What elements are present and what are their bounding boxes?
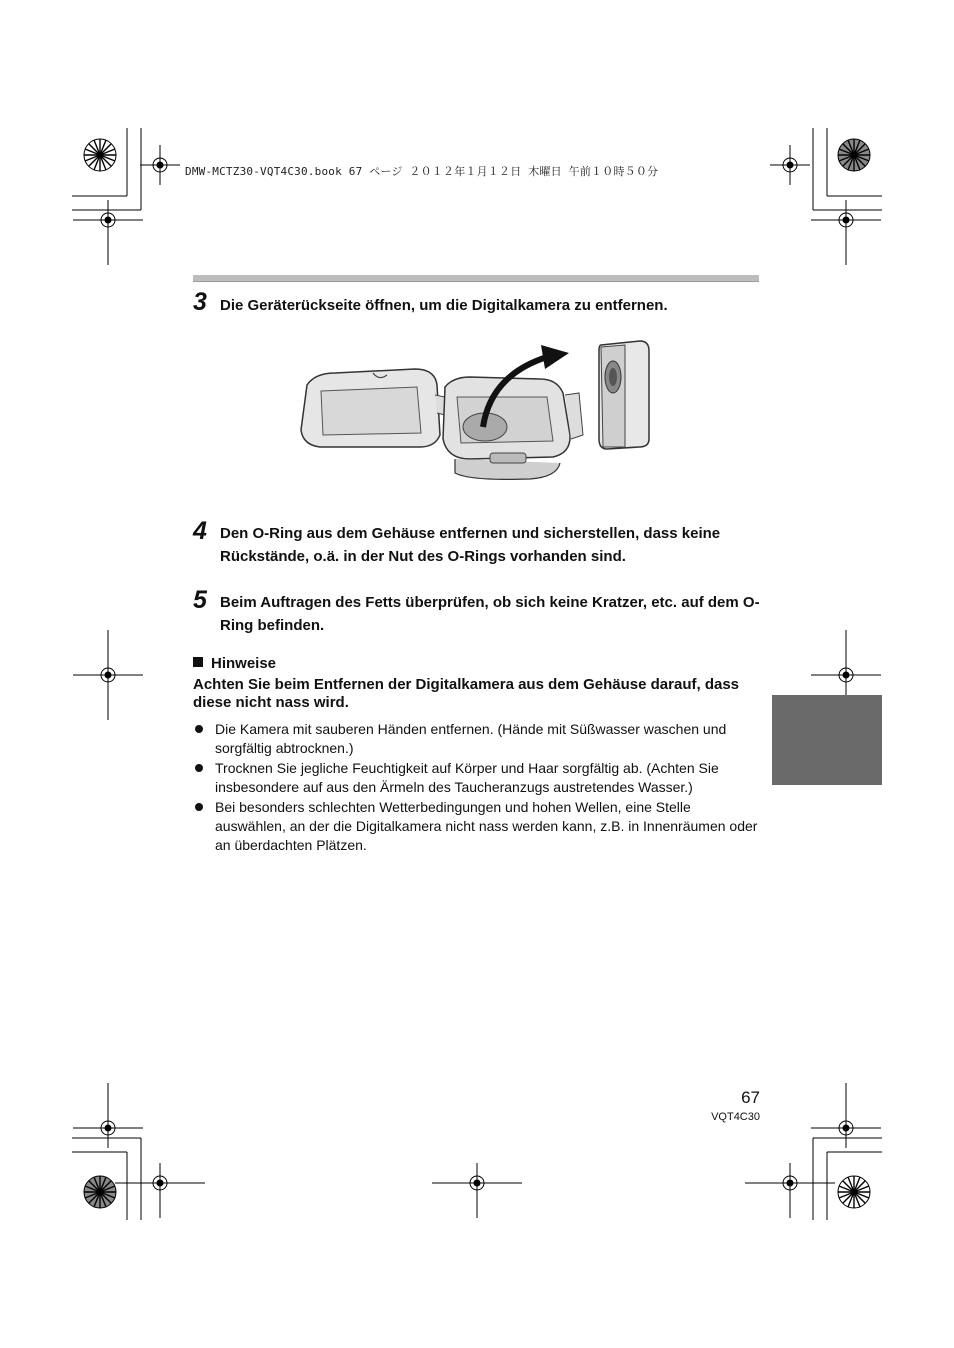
notes-bullet-list — [193, 720, 763, 856]
step-4-number: 4 — [193, 517, 207, 545]
step-5-number: 5 — [193, 586, 207, 614]
bullet-dot-icon — [195, 764, 203, 772]
step-4-text: Den O-Ring aus dem Gehäuse entfernen und sicherstellen, dass keine Rückstände, o.ä. in der Nut des O-Rings vorhanden sind. — [220, 525, 721, 565]
bullet-dot-icon — [195, 803, 203, 811]
page-number: 67 — [741, 1088, 760, 1107]
back-cover-drawing — [301, 369, 445, 447]
bullet-text: Bei besonders schlechten Wetterbedingungen und hohen Wellen, eine Stelle auswählen, an der die Digitalkamera nicht nass werden kann, z.B. in Innenräumen oder an überdachten Plätzen. — [215, 799, 758, 853]
list-item — [193, 798, 763, 855]
front-housing-drawing — [443, 377, 583, 479]
notes-warning: Achten Sie beim Entfernen der Digitalkamera aus dem Gehäuse darauf, dass diese nicht nass wird. — [193, 676, 740, 711]
housing-open-illustration — [295, 335, 655, 485]
step-3-text: Die Geräterückseite öffnen, um die Digitalkamera zu entfernen. — [220, 297, 668, 314]
print-header-line: DMW-MCTZ30-VQT4C30.book 67 ページ ２０１２年１月１２日 木曜日 午前１０時５０分 — [185, 165, 659, 178]
camera-drawing — [599, 341, 649, 449]
step-3-number: 3 — [193, 288, 207, 316]
notes-heading — [193, 655, 276, 672]
bullet-text: Trocknen Sie jegliche Feuchtigkeit auf Körper und Haar sorgfältig ab. (Achten Sie insbesondere auf aus den Ärmeln des Taucheranzugs austretendes Wasser.) — [215, 760, 719, 795]
document-code: VQT4C30 — [711, 1111, 760, 1123]
list-item — [193, 720, 763, 758]
chapter-side-tab — [772, 695, 882, 785]
step-5-text: Beim Auftragen des Fetts überprüfen, ob sich keine Kratzer, etc. auf dem O-Ring befinden. — [220, 594, 760, 634]
square-bullet-icon — [193, 657, 203, 667]
list-item — [193, 759, 763, 797]
section-rule — [193, 275, 759, 282]
bullet-dot-icon — [195, 725, 203, 733]
notes-heading-label: Hinweise — [211, 655, 277, 672]
bullet-text: Die Kamera mit sauberen Händen entfernen. (Hände mit Süßwasser waschen und sorgfältig abtrocknen.) — [215, 721, 727, 756]
